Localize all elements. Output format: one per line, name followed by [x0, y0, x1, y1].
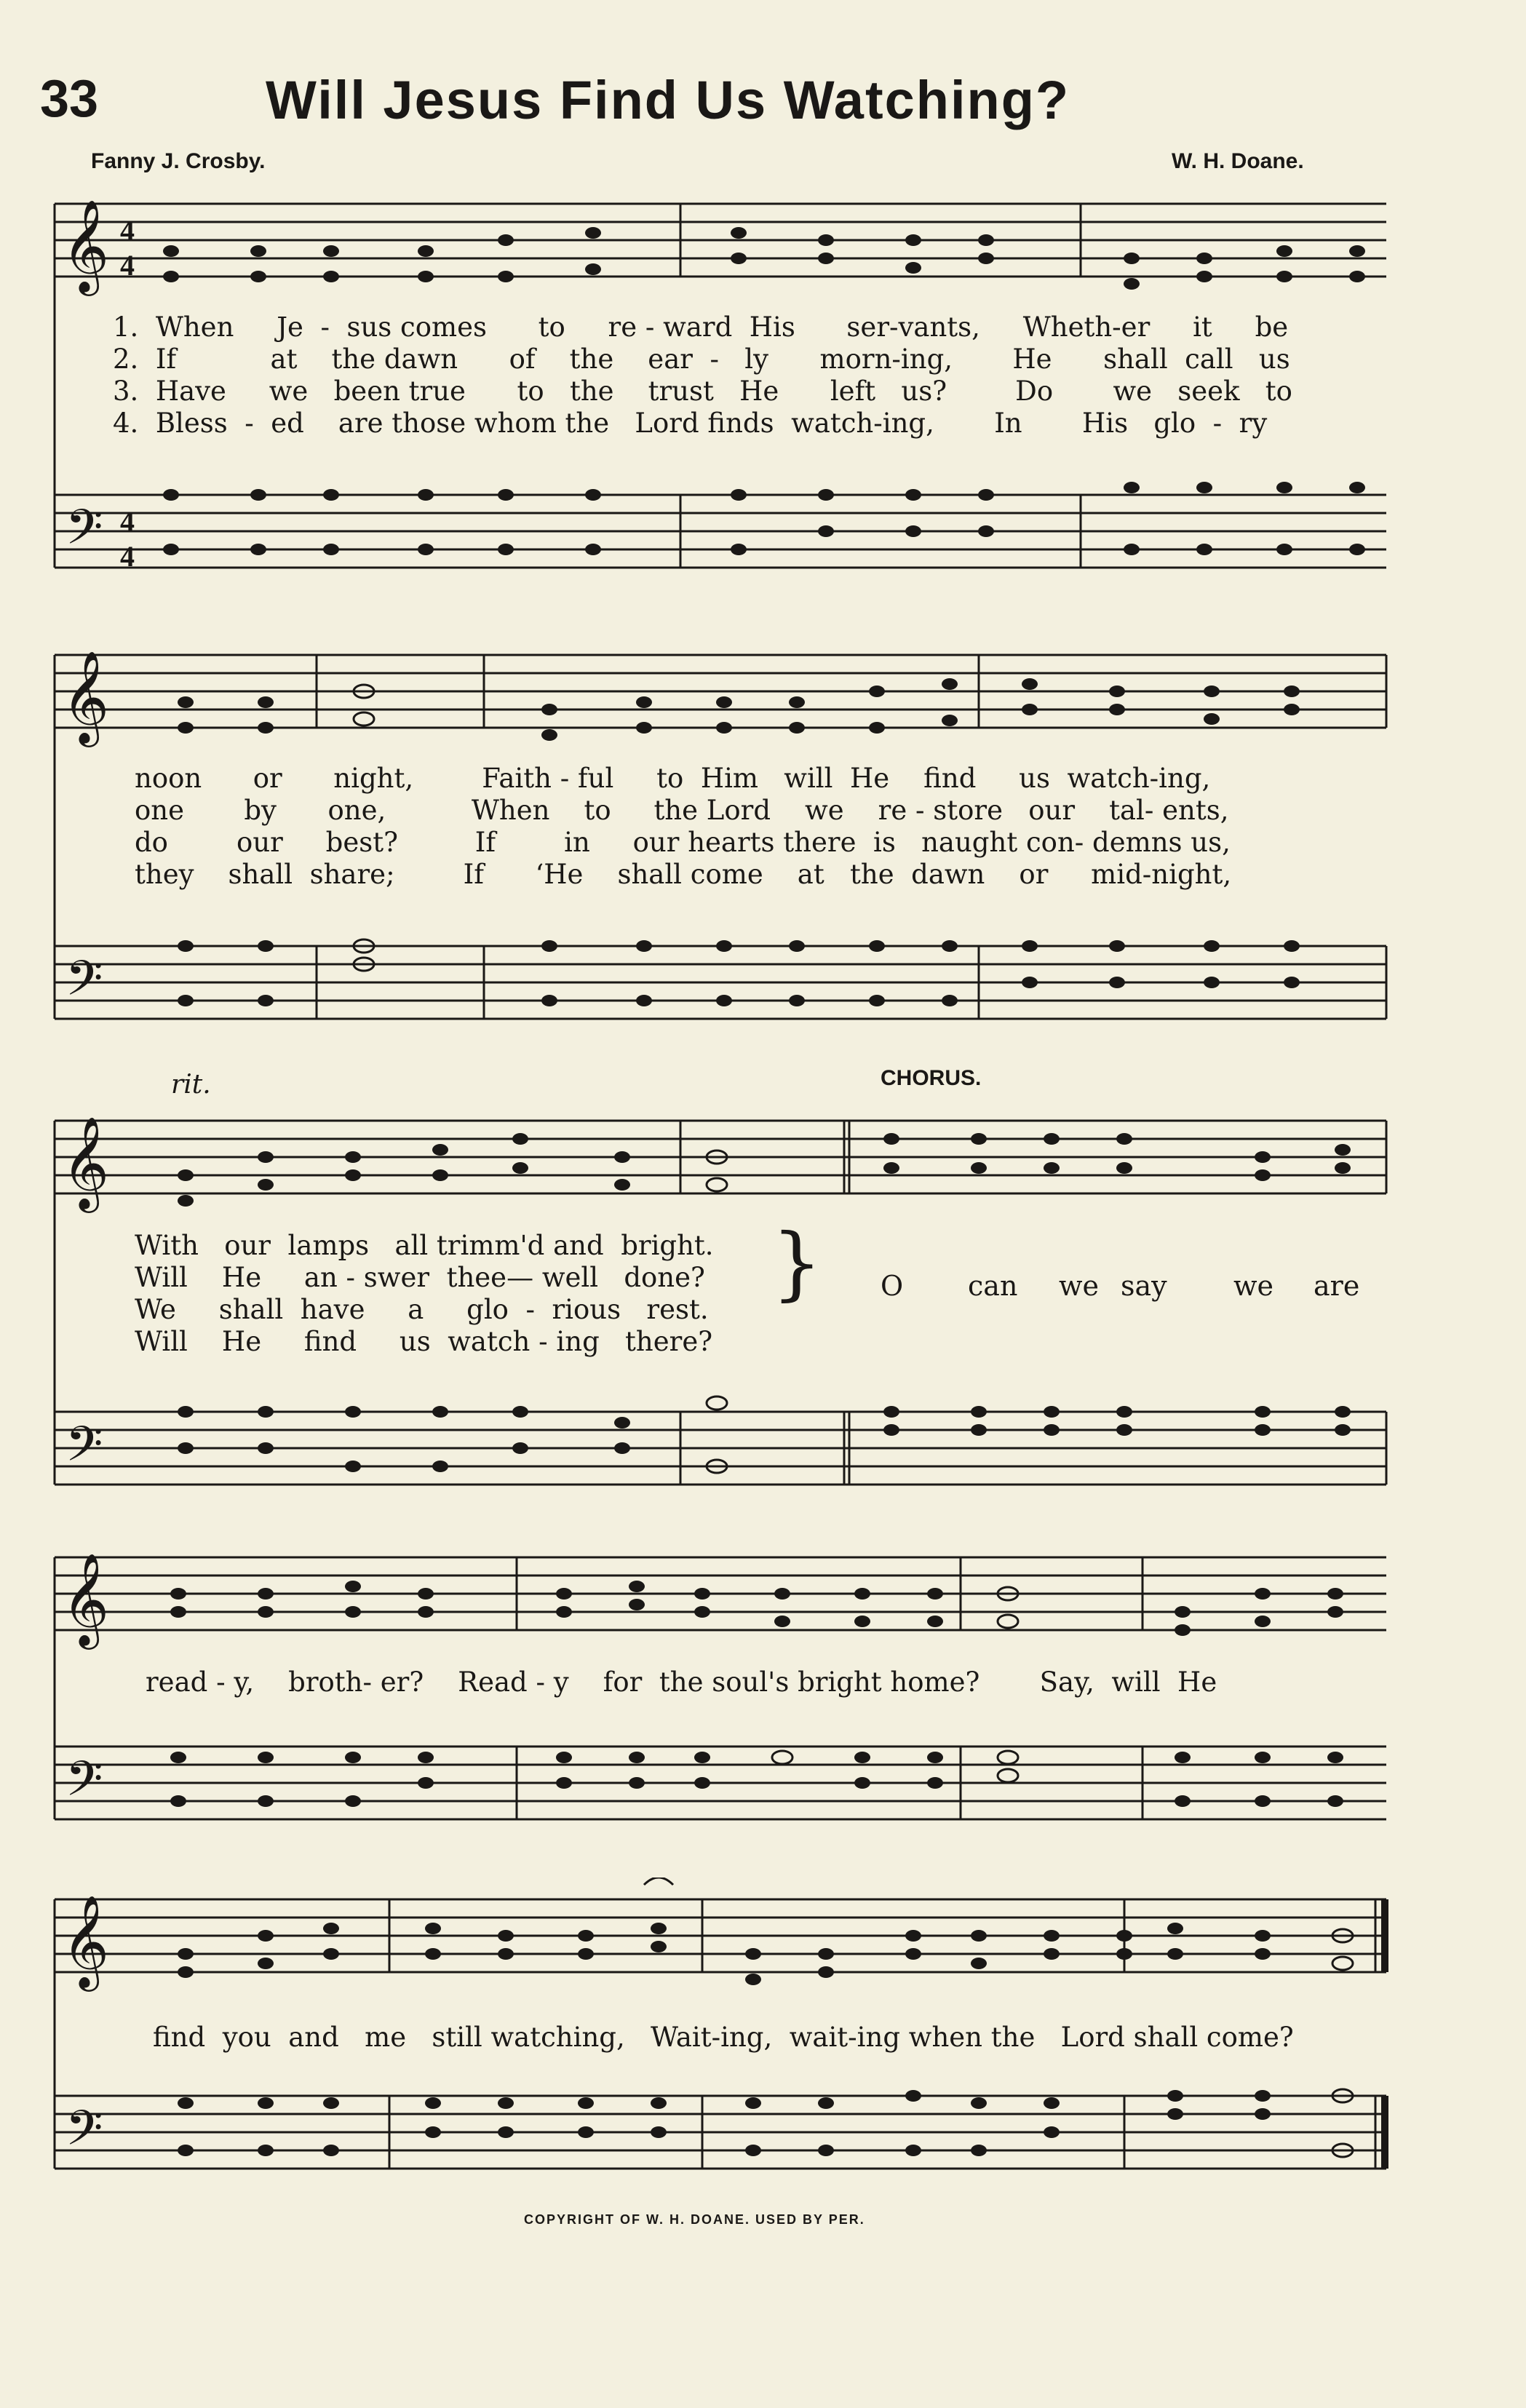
music-system-1: [40, 182, 1394, 597]
music-system-2: [40, 633, 1394, 1048]
chorus-line: find you and me still watching, Wait-ing, wait-ing when the Lord shall come?: [153, 2022, 1294, 2053]
hymn-composer: W. H. Doane.: [1172, 149, 1304, 173]
svg-text:𝄞: 𝄞: [62, 1894, 110, 1987]
verse-1-line: noon or night, Faith - ful to Him will He find us watch-ing,: [135, 763, 1211, 794]
chorus-line: read - y, broth- er? Read - y for the soul's bright home? Say, will He: [146, 1666, 1217, 1698]
svg-text:4: 4: [120, 214, 135, 247]
chorus-word: say: [1121, 1270, 1167, 1302]
hymn-author: Fanny J. Crosby.: [91, 149, 266, 173]
verse-4-line: they shall share; If ‘He shall come at the dawn or mid-night,: [135, 859, 1232, 890]
copyright-notice: COPYRIGHT OF W. H. DOANE. USED BY PER.: [524, 2212, 865, 2227]
verse-2-line: 2. If at the dawn of the ear - ly morn-ing, He shall call us: [113, 343, 1290, 375]
verse-3-line: 3. Have we been true to the trust He left us? Do we seek to: [113, 375, 1292, 407]
svg-text:𝄞: 𝄞: [62, 1552, 110, 1645]
ritardando-mark: rit.: [171, 1070, 211, 1100]
verse-1-line: 1. When Je - sus comes to re - ward His ser-vants, Wheth-er it be: [113, 311, 1289, 343]
verse-2-line: one by one, When to the Lord we re - store our tal- ents,: [135, 795, 1229, 826]
chorus-word: can: [968, 1270, 1018, 1302]
verse-3-line: do our best? If in our hearts there is naught con- demns us,: [135, 827, 1231, 858]
hymn-header: [40, 58, 1488, 146]
svg-text:𝄞: 𝄞: [62, 650, 110, 743]
verse-4-line: 4. Bless - ed are those whom the Lord finds watch-ing, In His glo - ry: [113, 408, 1268, 439]
svg-text:𝄢: 𝄢: [65, 499, 103, 567]
chorus-label: CHORUS.: [881, 1066, 982, 1090]
music-system-5: [40, 1877, 1394, 2198]
svg-text:𝄢: 𝄢: [65, 1751, 103, 1819]
svg-text:4: 4: [120, 505, 135, 538]
chorus-word: O: [881, 1270, 904, 1302]
treble-staff-lines: [55, 204, 1386, 277]
hymn-number: 33: [40, 70, 99, 128]
chorus-word: we: [1233, 1270, 1274, 1302]
svg-text:𝄢: 𝄢: [65, 1416, 103, 1484]
svg-text:4: 4: [120, 249, 135, 282]
verse-1-line: With our lamps all trimm'd and bright.: [135, 1230, 714, 1261]
hymn-title: Will Jesus Find Us Watching?: [266, 70, 1070, 130]
verse-2-line: Will He an - swer thee— well done?: [135, 1262, 705, 1293]
music-system-4: [40, 1535, 1394, 1841]
svg-text:𝄞: 𝄞: [62, 1116, 110, 1209]
svg-text:𝄢: 𝄢: [65, 2100, 103, 2168]
verse-brace: }: [771, 1216, 822, 1309]
svg-text:4: 4: [120, 540, 135, 573]
music-system-3: [40, 1066, 1394, 1492]
chorus-word: we: [1059, 1270, 1100, 1302]
svg-text:𝄞: 𝄞: [62, 199, 110, 292]
verse-3-line: We shall have a glo - rious rest.: [135, 1294, 709, 1325]
verse-4-line: Will He find us watch - ing there?: [135, 1326, 713, 1357]
svg-text:𝄢: 𝄢: [65, 950, 103, 1018]
chorus-word: are: [1314, 1270, 1360, 1302]
